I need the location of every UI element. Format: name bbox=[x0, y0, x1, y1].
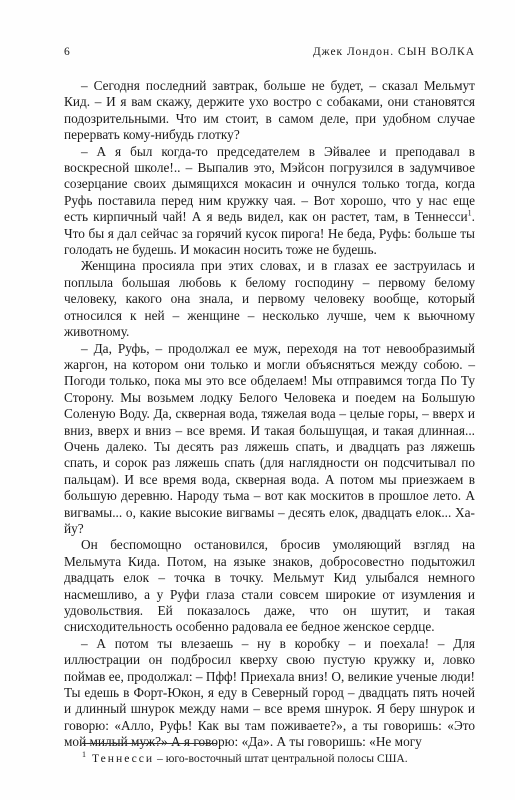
paragraph-1: – Сегодня последний завтрак, больше не будет, – сказал Мельмут Кид. – И я вам скажу, держите ухо востро с собаками, они становятся подозрительными. Что им стоит, в самом деле, при удобном случае перервать кому-нибудь глотку? bbox=[64, 78, 475, 143]
paragraph-6: – А потом ты влезаешь – ну в коробку – и поехала! – Для иллюстрации он подбросил кверху свою пустую кружку и, ловко поймав ее, продолжал: – Пфф! Приехала вниз! О, великие ученые люди! Ты едешь в Форт-Юкон, я еду в Северный город – двадцать пять ночей и длинный шнурок между нами – все время шнурок. Я беру шнурок и говорю: «Алло, Руфь! Как вы там поживаете?», а ты говоришь: «Это мой милый муж?» А я говорю: «Да». А ты говоришь: «Не могу bbox=[64, 635, 475, 750]
paragraph-3: Женщина просияла при этих словах, и в глазах ее заструилась и поплыла большая любовь к белому господину – первому белому человеку, какого она знала, и первому человеку вообще, который относился к ней – женщине – несколько лучше, чем к вьючному животному. bbox=[64, 258, 475, 340]
page-header bbox=[64, 46, 475, 58]
paragraph-2: – А я был когда-то председателем в Эйвалее и преподавал в воскресной школе!.. – Выпалив это, Мэйсон погрузился в задумчивое созерцание своих дымящихся мокасин и очнулся только тогда, когда Руфь поставила перед ним кружку чая. – Вот хорошо, что у нас еще есть кирпичный чай! А я ведь видел, как он растет, там, в Теннесси$^1$. Что бы я дал сейчас за горячий кусок пирога! Не беда, Руфь: больше ты голодать не будешь. И мокасин носить тоже не будешь. bbox=[64, 143, 475, 258]
footnote bbox=[82, 752, 475, 766]
paragraph-4: – Да, Руфь, – продолжал ее муж, переходя на тот невообразимый жаргон, на котором они только и могли объясняться между собою. – Погоди только, пока мы это все обделаем! Мы отправимся тогда По Ту Сторону. Мы возьмем лодку Белого Человека и поедем на Большую Соленую Воду. Да, скверная вода, тяжелая вода – целые горы, – вверх и вниз, вверх и вниз – все время. И такая большущая, и такая длинная... Очень далеко. Ты десять раз ляжешь спать, и двадцать раз ляжешь спать, и сорок раз ляжешь спать (для наглядности он подсчитывал по пальцам). И все время вода, скверная вода. А потом мы приезжаем в большую деревню. Народу тьма – вот как москитов в прошлое лето. А вигвамы... о, какие высокие вигвамы – десять елок, двадцать елок... Ха-йу? bbox=[64, 340, 475, 536]
footnote-reference[interactable]: 1 bbox=[467, 208, 472, 218]
footnote-term: Теннесси bbox=[92, 752, 155, 765]
page-number: 6 bbox=[64, 46, 70, 58]
footnote-number: 1 bbox=[82, 750, 86, 760]
paragraph-5: Он беспомощно остановился, бросив умоляющий взгляд на Мельмута Кида. Потом, на языке знаков, добросовестно подытожил двадцать елок – точка в точку. Мельмут Кид улыбался немного насмешливо, а у Руфи глаза стали совсем широкие от изумления и удовольствия. Ей показалось даже, что он шутит, и такая снисходительность особенно радовала ее бедное женское сердце. bbox=[64, 537, 475, 635]
page-body-text bbox=[64, 78, 475, 751]
footnote-divider bbox=[82, 743, 217, 744]
footnote-text: – юго-восточный штат центральной полосы США. bbox=[154, 752, 408, 765]
running-title: Джек Лондон. СЫН ВОЛКА bbox=[312, 46, 475, 58]
